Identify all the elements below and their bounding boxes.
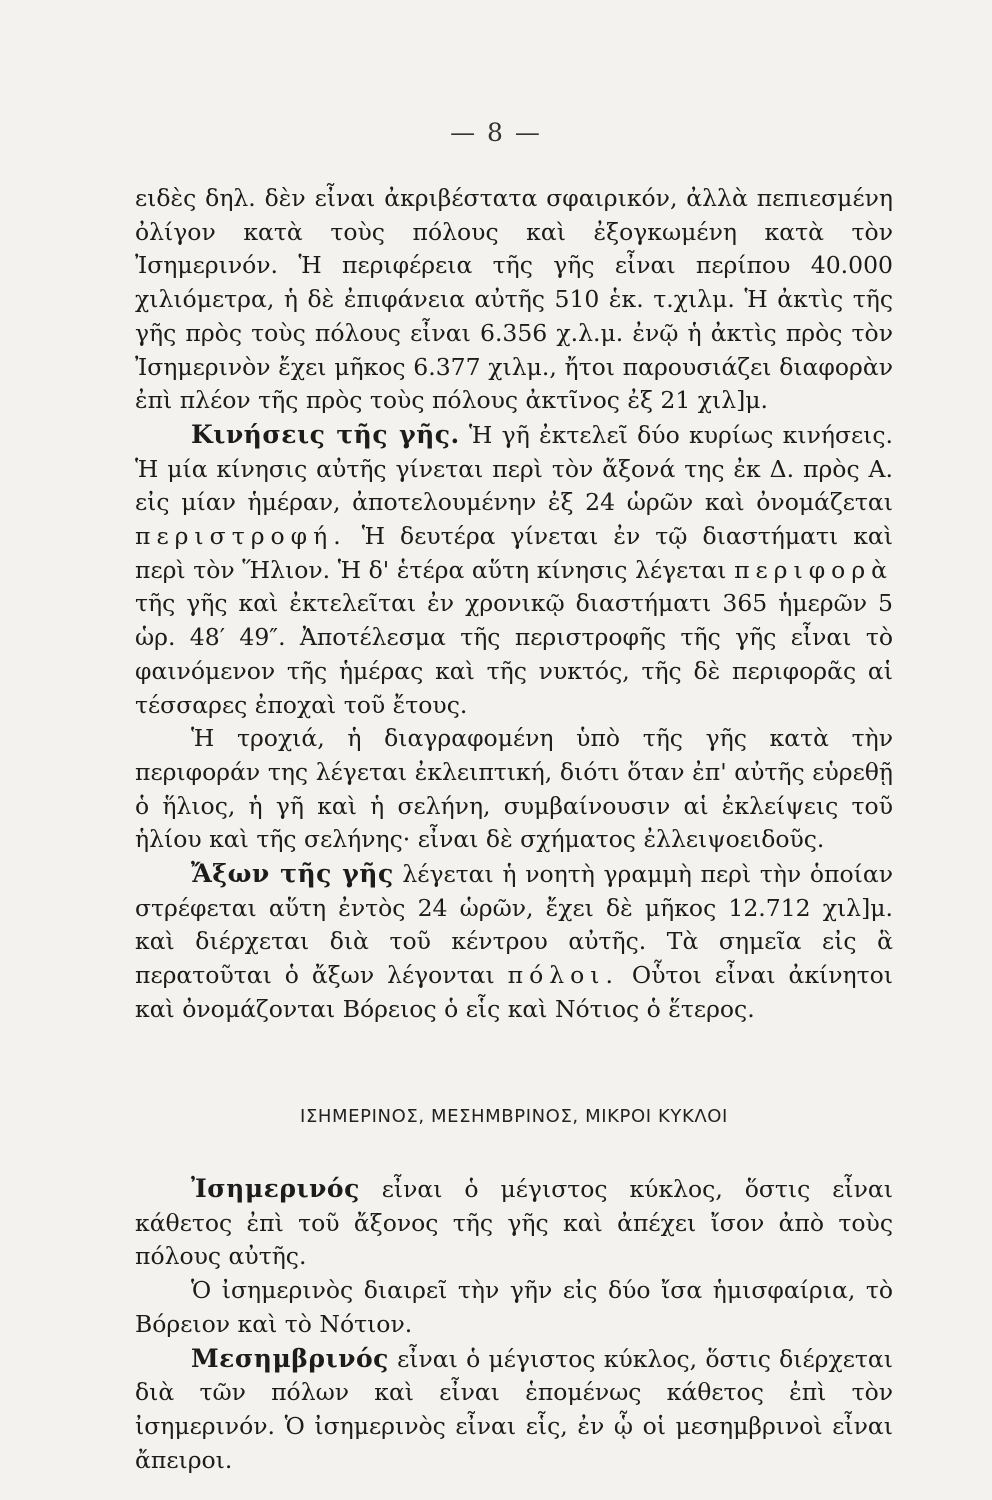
paragraph-text: Οὗτοι εἶναι ἀκίνητοι καὶ ὀνομάζονται Βόρειος ὁ εἷς καὶ Νότιος ὁ ἕτερος. [135,961,893,1023]
paragraph-text: τῆς γῆς καὶ ἐκτελεῖται ἐν χρονικῷ διαστήματι 365 ἡμερῶν 5 ὡρ. 48′ 49″. Ἀποτέλεσμα τῆς περιστροφῆς τῆς γῆς εἶναι τὸ φαινόμενον τῆς ἡμέρας καὶ τῆς νυκτός, τῆς δὲ περιφορᾶς αἱ τέσσαρες ἐποχαὶ τοῦ ἔτους. [135,589,893,719]
body-text-section-2 [135,1172,893,1477]
paragraph-meridian [135,1342,893,1478]
paragraph-text: λέγεται ἡ νοητὴ γραμμὴ περὶ τὴν ὁποίαν στρέφεται αὕτη ἐντὸς 24 ὡρῶν, ἔχει δὲ μῆκος 12.712 χιλ]μ. καὶ διέρχεται διὰ τοῦ κέντρου αὐτῆς. Τὰ σημεῖα εἰς ἃ περατοῦται ὁ ἄξων λέγονται [135,860,893,990]
paragraph-hemispheres: Ὁ ἰσημερινὸς διαιρεῖ τὴν γῆν εἰς δύο ἴσα ἡμισφαίρια, τὸ Βόρειον καὶ τὸ Νότιον. [135,1276,893,1338]
paragraph-ecliptic: Ἡ τροχιά, ἡ διαγραφομένη ὑπὸ τῆς γῆς κατὰ τὴν περιφοράν της λέγεται ἐκλειπτική, διότι ὅταν ἐπ' αὐτῆς εὑρεθῇ ὁ ἥλιος, ἡ γῆ καὶ ἡ σελήνη, συμβαίνουσιν αἱ ἐκλείψεις τοῦ ἡλίου καὶ τῆς σελήνης· εἶναι δὲ σχήματος ἐλλειψοειδοῦς. [135,724,893,854]
term-poles: πόλοι. [507,961,619,990]
lead-term-equator: Ἰσημερινός [191,1174,360,1203]
paragraph-earth-motions [135,418,893,722]
paragraph-text: Ἡ δευτέρα γίνεται ἐν τῷ διαστήματι καὶ περὶ τὸν Ἥλιον. Ἡ δ' ἑτέρα αὕτη κίνησις λέγεται [135,522,893,584]
paragraph-text: εἶναι ὁ μέγιστος κύκλος, ὅστις διέρχεται διὰ τῶν πόλων καὶ εἶναι ἑπομένως κάθετος ἐπὶ τὸν ἰσημερινόν. Ὁ ἰσημερινὸς εἶναι εἷς, ἐν ᾧ οἱ μεσημβρινοὶ εἶναι ἄπειροι. [135,1344,893,1474]
term-rotation: περιστροφή. [135,522,347,551]
paragraph-earth-shape: ειδὲς δηλ. δὲν εἶναι ἀκριβέστατα σφαιρικόν, ἀλλὰ πεπιεσμένη ὀλίγον κατὰ τοὺς πόλους καὶ ἐξογκωμένη κατὰ τὸν Ἰσημερινόν. Ἡ περιφέρεια τῆς γῆς εἶναι περίπου 40.000 χιλιόμετρα, ἡ δὲ ἐπιφάνεια αὐτῆς 510 ἑκ. τ.χιλμ. Ἡ ἀκτὶς τῆς γῆς πρὸς τοὺς πόλους εἶναι 6.356 χ.λ.μ. ἐνῷ ἡ ἀκτὶς πρὸς τὸν Ἰσημερινὸν ἔχει μῆκος 6.377 χιλμ., ἤτοι παρουσιάζει διαφορὰν ἐπὶ πλέον τῆς πρὸς τοὺς πόλους ἀκτῖνος ἐξ 21 χιλ]μ. [135,184,893,415]
lead-term-axis: Ἄξων τῆς γῆς [191,859,394,889]
paragraph-earth-axis [135,857,893,1027]
paragraph-equator [135,1172,893,1274]
term-revolution: περιφορὰ [734,555,893,584]
lead-term-meridian: Μεσημβρινός [191,1343,389,1373]
body-text-section-1 [135,182,893,1027]
page-number: — 8 — [450,118,542,147]
paragraph-text: εἶναι ὁ μέγιστος κύκλος, ὅστις εἶναι κάθετος ἐπὶ τοῦ ἄξονος τῆς γῆς καὶ ἀπέχει ἴσον ἀπὸ τοὺς πόλους αὐτῆς. [135,1175,893,1271]
paragraph-text: Ἡ γῆ ἐκτελεῖ δύο κυρίως κινήσεις. Ἡ μία κίνησις αὐτῆς γίνεται περὶ τὸν ἄξονά της ἐκ Δ. πρὸς Α. εἰς μίαν ἡμέραν, ἀποτελουμένην ἐξ 24 ὡρῶν καὶ ὀνομάζεται [135,420,894,517]
section-heading: ΙΣΗΜΕΡΙΝΟΣ, ΜΕΣΗΜΒΡΙΝΟΣ, ΜΙΚΡΟΙ ΚΥΚΛΟΙ [300,1106,728,1127]
lead-term-motions: Κινήσεις τῆς γῆς. [191,419,460,449]
